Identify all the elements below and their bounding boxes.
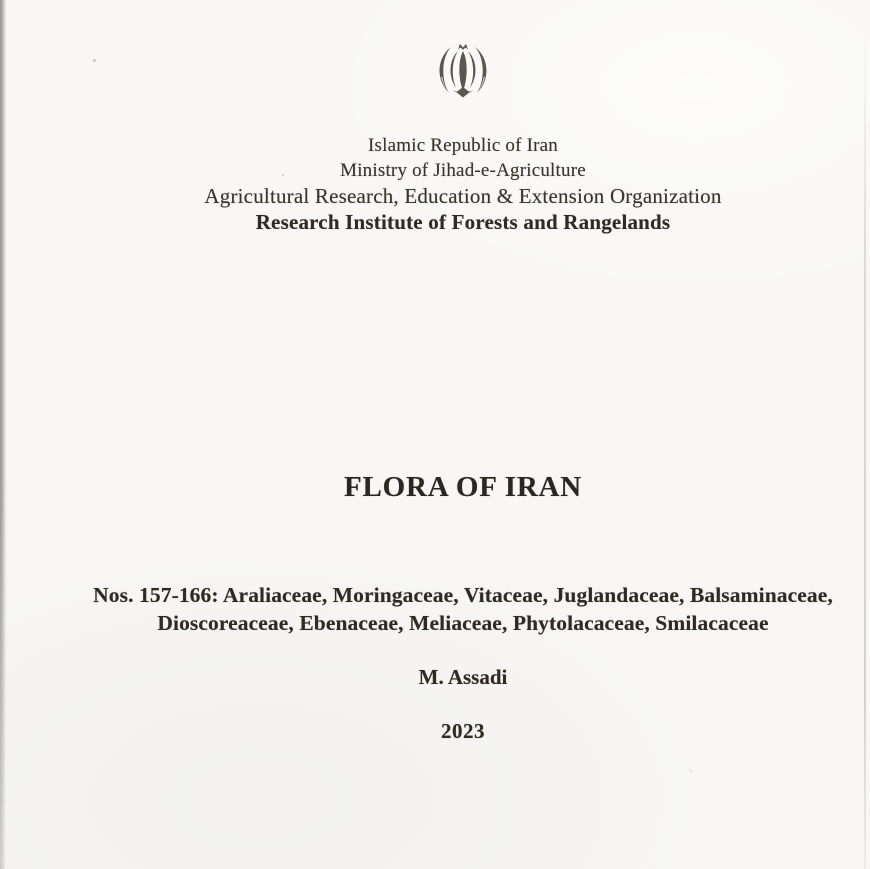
scan-edge-left xyxy=(0,0,7,869)
institute-name: Research Institute of Forests and Rangelands xyxy=(255,210,671,234)
series-families-line-2: Dioscoreaceae, Ebenaceae, Meliaceae, Phytolacaceae, Smilacaceae xyxy=(157,611,769,635)
iran-emblem-icon xyxy=(432,42,494,100)
organization-name: Agricultural Research, Education & Extension Organization xyxy=(204,184,722,208)
ministry-name: Ministry of Jihad-e-Agriculture xyxy=(340,160,586,181)
emblem-container xyxy=(56,42,870,100)
author-name: M. Assadi xyxy=(418,665,508,689)
dust-speck xyxy=(690,770,692,772)
series-families-line-1: Nos. 157-166: Araliaceae, Moringaceae, Vitaceae, Juglandaceae, Balsaminaceae, xyxy=(93,583,833,607)
publication-year: 2023 xyxy=(441,719,485,743)
book-title: FLORA OF IRAN xyxy=(343,471,583,503)
country-name: Islamic Republic of Iran xyxy=(368,135,558,156)
